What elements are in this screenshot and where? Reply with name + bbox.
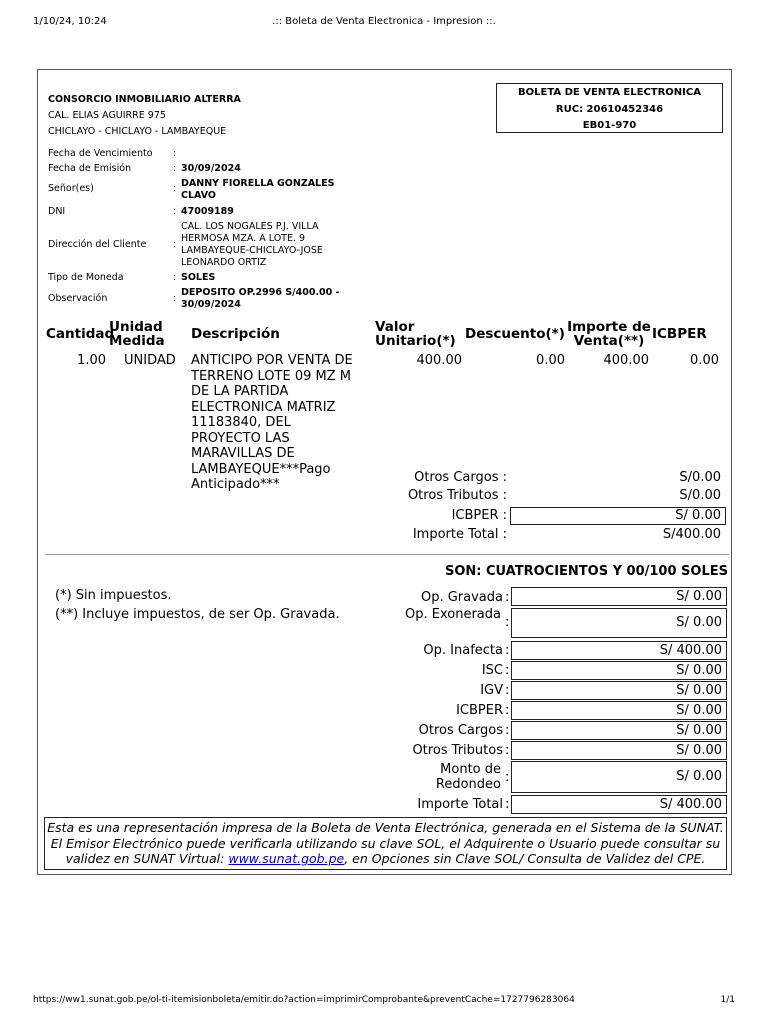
value-importe-total: S/400.00 (662, 527, 721, 542)
summary-colon: : (505, 615, 510, 630)
colon: : (173, 206, 177, 217)
value-observacion: DEPOSITO OP.2996 S/400.00 - 30/09/2024 (181, 287, 340, 310)
emitter-location: CHICLAYO - CHICLAYO - LAMBAYEQUE (48, 126, 227, 137)
legal-notice (44, 817, 727, 870)
label-dni: DNI (48, 206, 66, 217)
divider (45, 554, 729, 555)
value-otros-tributos: S/0.00 (679, 488, 721, 503)
cell-icbper: 0.00 (690, 353, 719, 368)
summary-value: S/ 400.00 (511, 641, 727, 660)
summary-label: Importe Total (417, 797, 503, 812)
summary-value: S/ 0.00 (511, 721, 727, 740)
th-cantidad: Cantidad (46, 326, 115, 342)
print-url: https://ww1.sunat.gob.pe/ol-ti-itemisionboleta/emitir.do?action=imprimirComprobante&preventCache=1727796283064 (33, 995, 575, 1005)
summary-label: Otros Cargos (418, 723, 503, 738)
th-unidad: Unidad Medida (109, 319, 165, 349)
summary-value: S/ 0.00 (511, 701, 727, 720)
print-page-count: 1/1 (720, 995, 735, 1005)
summary-colon: : (505, 663, 510, 678)
summary-label: Op. Gravada (420, 590, 503, 605)
summary-colon: : (505, 770, 510, 785)
summary-label: Op. Exonerada (405, 607, 501, 622)
label-moneda: Tipo de Moneda (48, 272, 124, 283)
summary-colon: : (505, 743, 510, 758)
summary-label: ISC (481, 663, 503, 678)
label-importe-total: Importe Total : (412, 527, 507, 542)
cell-unidad: UNIDAD (124, 353, 176, 368)
document-ruc: RUC: 20610452346 (555, 103, 664, 115)
emitter-block (48, 92, 241, 140)
th-icbper: ICBPER (652, 326, 707, 342)
value-otros-cargos: S/0.00 (679, 470, 721, 485)
note-sin-impuestos: (*) Sin impuestos. (55, 588, 172, 603)
value-dni: 47009189 (181, 206, 234, 217)
label-otros-tributos: Otros Tributos : (407, 488, 507, 503)
value-senor: DANNY FIORELLA GONZALES CLAVO (181, 178, 335, 201)
document-type: BOLETA DE VENTA ELECTRONICA (518, 87, 701, 98)
amount-in-words: SON: CUATROCIENTOS Y 00/100 SOLES (444, 564, 728, 579)
label-senor: Señor(es) (48, 183, 94, 194)
summary-label: IGV (480, 683, 503, 698)
emitter-address: CAL. ELIAS AGUIRRE 975 (48, 110, 166, 121)
colon: : (173, 183, 177, 194)
label-otros-cargos: Otros Cargos : (414, 470, 507, 485)
cell-cantidad: 1.00 (77, 353, 106, 368)
summary-colon: : (505, 797, 510, 812)
print-datetime: 1/10/24, 10:24 (33, 16, 107, 27)
summary-colon: : (505, 643, 510, 658)
value-emision: 30/09/2024 (181, 163, 241, 174)
cell-descripcion: ANTICIPO POR VENTA DE TERRENO LOTE 09 MZ M DE LA PARTIDA ELECTRONICA MATRIZ 11183840, DEL PROYECTO LAS MARAVILLAS DE LAMBAYEQUE***Pago Anticipado*** (191, 353, 353, 492)
label-vencimiento: Fecha de Vencimiento (48, 148, 153, 159)
summary-label: Otros Tributos (412, 743, 503, 758)
legal-text-after: , en Opciones sin Clave SOL/ Consulta de Validez del CPE. (344, 851, 706, 866)
summary-colon: : (505, 590, 510, 605)
summary-label: ICBPER (456, 703, 503, 718)
value-icbper-total: S/ 0.00 (510, 507, 726, 525)
print-page-title: .:: Boleta de Venta Electronica - Impresion ::. (272, 16, 496, 27)
emitter-name: CONSORCIO INMOBILIARIO ALTERRA (48, 94, 241, 105)
summary-label: Monto de Redondeo (435, 762, 501, 792)
th-descripcion: Descripción (191, 326, 280, 342)
label-icbper-total: ICBPER : (451, 508, 507, 523)
sunat-link[interactable]: www.sunat.gob.pe (228, 851, 345, 866)
value-direccion: CAL. LOS NOGALES P.J. VILLA HERMOSA MZA. A LOTE. 9 LAMBAYEQUE-CHICLAYO-JOSE LEONARDO ORTIZ (181, 221, 323, 268)
summary-colon: : (505, 703, 510, 718)
document-id-box (496, 83, 723, 133)
cell-importe: 400.00 (603, 353, 649, 368)
colon: : (173, 239, 177, 250)
colon: : (173, 272, 177, 283)
colon: : (173, 163, 177, 174)
document-number: EB01-970 (582, 120, 637, 131)
note-incluye-impuestos: (**) Incluye impuestos, de ser Op. Gravada. (55, 607, 340, 622)
th-importe: Importe de Venta(**) (567, 319, 651, 349)
cell-valor: 400.00 (416, 353, 462, 368)
summary-value: S/ 0.00 (511, 587, 727, 606)
legal-text-before: Esta es una representación impresa de la Boleta de Venta Electrónica, generada en el Sistema de la SUNAT. El Emisor Electrónico puede verificarla utilizando su clave SOL, el Adquirente o Usuario puede consultar su validez en SUNAT Virtual: (47, 820, 724, 866)
summary-value: S/ 0.00 (511, 761, 727, 793)
label-observacion: Observación (48, 293, 108, 304)
summary-value: S/ 0.00 (511, 661, 727, 680)
summary-label: Op. Inafecta (423, 643, 503, 658)
label-direccion: Dirección del Cliente (48, 239, 147, 250)
summary-colon: : (505, 723, 510, 738)
value-moneda: SOLES (181, 272, 216, 283)
cell-descuento: 0.00 (536, 353, 565, 368)
summary-value: S/ 0.00 (511, 608, 727, 638)
summary-value: S/ 0.00 (511, 681, 727, 700)
summary-colon: : (505, 683, 510, 698)
colon: : (173, 148, 177, 159)
th-descuento: Descuento(*) (465, 326, 565, 342)
label-emision: Fecha de Emisión (48, 163, 132, 174)
summary-value: S/ 400.00 (511, 795, 727, 814)
summary-value: S/ 0.00 (511, 741, 727, 760)
colon: : (173, 293, 177, 304)
th-valor: Valor Unitario(*) (375, 319, 456, 349)
